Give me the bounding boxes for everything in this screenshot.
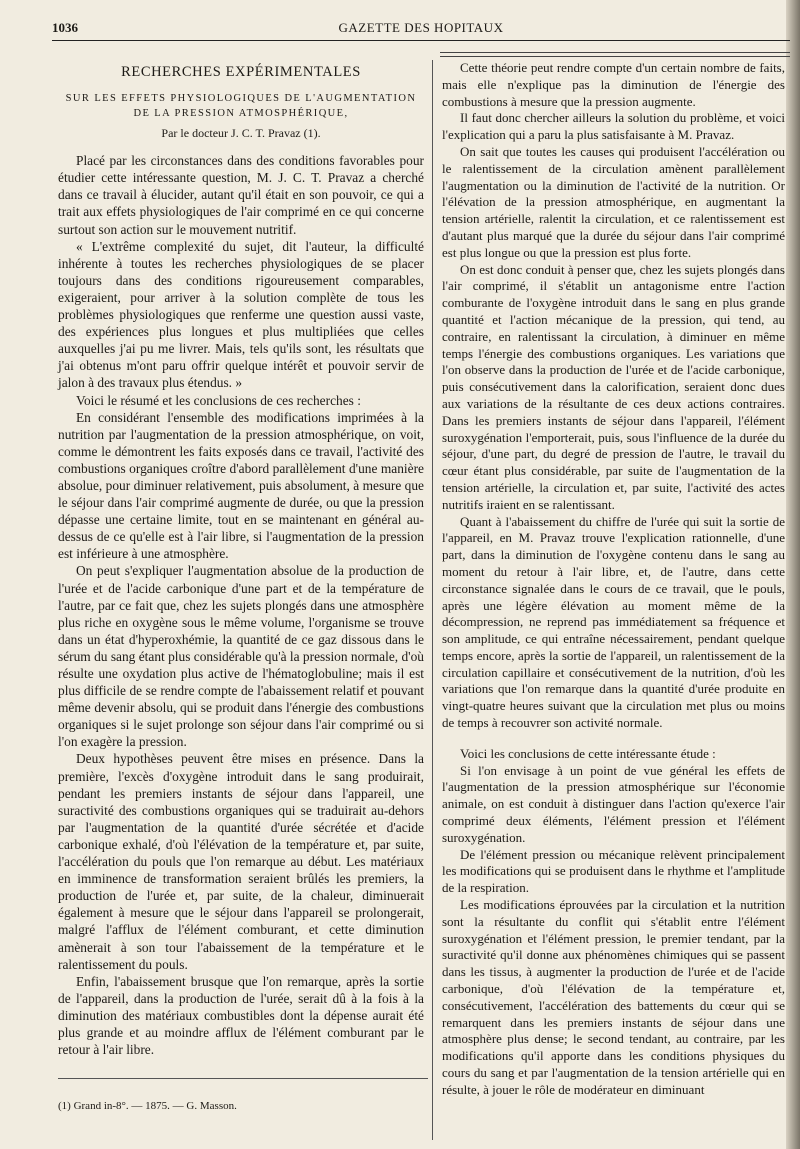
paragraph: On est donc conduit à penser que, chez les sujets plongés dans l'air comprimé, il s'établit un antagonisme entre l'action comburante de l'oxygène introduit dans le sang en plus grande quantité et l'action mécanique de la pression, qui tend, au contraire, en ralentissant la circulation, à diminuer en même temps l'énergie des combustions organiques. Les variations que l'on observe dans la production de l'urée et de l'acide carbonique, puis consécutivement dans la calorification, seraient donc dues aux variations de la résultante de ces deux actions contraires. Dans les premiers instants de séjour dans l'appareil, l'élément suroxygénation l'emporterait, puis, sous l'influence de la durée du séjour, d'une part, du degré de pression de l'autre, le travail du cœur étant plus considérable, par suite de l'augmentation de la tension artérielle, la circulation et, par suite, l'activité des actes nutritifs iraient en se ralentissant. bbox=[442, 261, 785, 512]
footnote: (1) Grand in-8°. — 1875. — G. Masson. bbox=[58, 1100, 237, 1112]
article-subtitle: SUR LES EFFETS PHYSIOLOGIQUES DE L'AUGMENTATION DE LA PRESSION ATMOSPHÉRIQUE, bbox=[65, 93, 417, 120]
left-column bbox=[58, 60, 424, 1058]
paragraph: Il faut donc chercher ailleurs la solution du problème, et voici l'explication qui a paru la plus satisfaisante à M. Pravaz. bbox=[442, 110, 785, 143]
paragraph: Placé par les circonstances dans des conditions favorables pour étudier cette intéressante question, M. J. C. T. Pravaz a cherché dans ce travail à élucider, autant qu'il était en son pouvoir, ce qui a trait aux effets physiologiques de l'air comprimé en ce qui concerne surtout son action sur le mouvement nutritif. bbox=[58, 153, 424, 237]
paragraph: Quant à l'abaissement du chiffre de l'urée qui suit la sortie de l'appareil, en M. Pravaz trouve l'explication rationnelle, d'une part, dans la diminution de l'oxygène contenu dans le sang au moment du retour à l'air libre, et, de l'autre, dans cette circonstance signalée dans le cours de ce travail, que le pouls, après une légère élévation au moment même de la décompression, ne reprend pas immédiatement sa fréquence et son amplitude, ce qui entraîne nécessairement, pendant quelque temps encore, après la sortie de l'appareil, un ralentissement de la circulation capillaire et consécutivement de la nutrition, d'où les variations que l'on remarque dans la quantité d'urée produite en vingt-quatre heures suivant que la circulation met plus ou moins de temps à recouvrer son activité normale. bbox=[442, 513, 785, 731]
article-author: Par le docteur J. C. T. Pravaz (1). bbox=[161, 126, 321, 141]
section-gap bbox=[442, 732, 785, 746]
paragraph: Si l'on envisage à un point de vue général les effets de l'augmentation de la pression atmosphérique sur l'économie animale, on est conduit à distinguer dans l'action qu'exerce l'air comprimé deux éléments, l'élément pression et l'élément suroxygénation. bbox=[442, 762, 785, 845]
page-number: 1036 bbox=[52, 20, 78, 35]
column-divider bbox=[432, 60, 433, 1140]
paragraph: Les modifications éprouvées par la circulation et la nutrition sont la résultante du conflit qui s'établit entre l'élément suroxygénation et l'élément pression, le premier tendant, par la suractivité qu'il donne aux phénomènes chimiques qui se passent dans les tissus, à augmenter la production de l'urée et de l'acide carbonique, d'où l'élévation de la température et, consécutivement, l'accélération des battements du cœur qui se remarquent dans les premiers instants de séjour dans une atmosphère plus dense; le second tendant, au contraire, par les modifications qu'il apporte dans les conditions physiques du cours du sang et par l'augmentation de la tension artérielle qui en résulte, à jouer le rôle de modérateur en diminuant bbox=[442, 897, 785, 1097]
article-title: RECHERCHES EXPÉRIMENTALES bbox=[121, 64, 361, 80]
paragraph: De l'élément pression ou mécanique relèvent principalement les modifications qui se produisent dans le rhythme et l'amplitude de la respiration. bbox=[442, 846, 785, 896]
paragraph: Voici le résumé et les conclusions de ces recherches : bbox=[76, 392, 361, 408]
header-rule bbox=[52, 40, 790, 41]
running-title: GAZETTE DES HOPITAUX bbox=[338, 20, 504, 35]
paragraph: En considérant l'ensemble des modifications imprimées à la nutrition par l'augmentation de la pression atmosphérique, on voit, comme le démontrent les faits exposés dans ce travail, l'activité des combustions organiques croître d'abord parallèlement d'une manière absolue, pour diminuer relativement, puis absolument, à mesure que le séjour dans l'air comprimé augmente de durée, ou que la pression dépasse une certaine limite, tout en se maintenant en général au-dessus de ce qu'elle est à l'air libre, si l'augmentation de la pression est inférieure à une atmosphère. bbox=[58, 409, 424, 562]
right-column-rule-2 bbox=[440, 56, 790, 57]
paragraph: Cette théorie peut rendre compte d'un certain nombre de faits, mais elle n'explique pas la diminution de l'énergie des combustions à mesure que la pression augmente. bbox=[442, 60, 785, 109]
page-header bbox=[52, 18, 790, 40]
footnote-rule bbox=[58, 1078, 428, 1079]
paragraph: On peut s'expliquer l'augmentation absolue de la production de l'urée et de l'acide carbonique d'une part et de la température de l'autre, par ce fait que, chez les sujets plongés dans une atmosphère plus riche en oxygène sous le même volume, l'organisme se trouve dans un état d'hyperoxhémie, la quantité de ce gaz dissous dans le sérum du sang étant plus considérable qu'à la pression normale, d'où résulte une oxydation plus active de l'hématoglobuline; mais il est plus difficile de se rendre compte de l'abaissement relatif et pouvant même devenir absolu, qui se produit dans l'énergie des combustions organiques si le sujet prolonge son séjour dans l'air comprimé ou si l'on exagère la pression. bbox=[58, 563, 424, 750]
paragraph: Voici les conclusions de cette intéressante étude : bbox=[460, 745, 716, 761]
page-edge-shadow bbox=[786, 0, 800, 1149]
right-column-rule bbox=[440, 52, 790, 53]
paragraph: On sait que toutes les causes qui produisent l'accélération ou le ralentissement de la circulation amènent parallèlement l'augmentation ou la diminution de l'activité de la nutrition. Or l'élévation de la pression atmosphérique, en augmentant la tension artérielle, ralentit la circulation, et ce ralentissement est d'autant plus marqué que la durée du séjour dans l'air comprimé est plus longue ou que la pression est plus forte. bbox=[442, 143, 785, 260]
right-column bbox=[442, 60, 785, 1099]
paragraph: Deux hypothèses peuvent être mises en présence. Dans la première, l'excès d'oxygène introduit dans le sang produirait, pendant les premiers instants de séjour dans l'appareil, une suractivité des combustions organiques qui se traduirait au-dehors par l'augmentation de la quantité d'urée sécrétée et d'acide carbonique exhalé, d'où l'élévation de la température et, par suite, l'accélération du pouls que l'on remarque au début. Les matériaux en imminence de transformation seraient brûlés les premiers, la production de l'urée et, par suite, de la chaleur, diminuerait également à mesure que le séjour dans l'appareil se prolongerait, malgré l'afflux de l'élément comburant, et cette diminution amènerait à son tour l'abaissement de la température et le ralentissement du pouls. bbox=[58, 751, 424, 972]
paragraph: Enfin, l'abaissement brusque que l'on remarque, après la sortie de l'appareil, dans la production de l'urée, serait dû à la fois à la diminution des matériaux combustibles dont la dépense aurait été plus grande et au moindre afflux de l'élément comburant par le retour à l'air libre. bbox=[58, 973, 424, 1058]
paragraph: « L'extrême complexité du sujet, dit l'auteur, la difficulté inhérente à toutes les recherches physiologiques de se placer toujours dans des conditions rigoureusement comparables, exigeraient, pour arriver à la solution complète de tous les problèmes physiologiques que renferme une question aussi vaste, des expériences plus longues et plus multipliées que celles auxquelles j'ai pu me livrer. Mais, tels qu'ils sont, les résultats que j'ai obtenus m'ont paru offrir quelque intérêt et pouvoir servir de jalon à des travaux plus étendus. » bbox=[58, 238, 424, 391]
